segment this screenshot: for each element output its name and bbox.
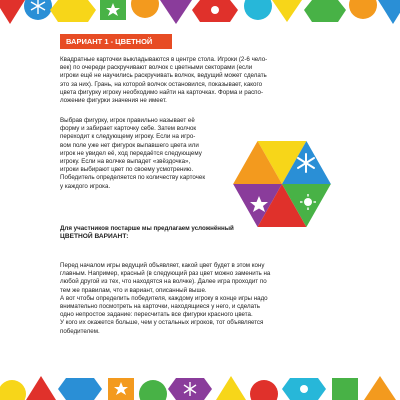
text-line: цвета фигурку игроку необходимо найти на карточках. Форма и распо- [60, 88, 264, 96]
text-line: игроки выбирают цвет по своему усмотрению. [60, 166, 194, 174]
text-line: вом поле уже нет фигурок выпавшего цвета или [60, 141, 199, 149]
sun-icon [211, 6, 219, 14]
text-line: ложение фигурки значения не имеет. [60, 97, 167, 105]
sun-icon [300, 385, 308, 393]
text-line: игроку. Если на волчке выпадет «звёздочка», [60, 158, 191, 166]
advanced-paragraph [60, 262, 270, 336]
rules-paragraph [60, 117, 205, 191]
advanced-heading [60, 225, 234, 241]
bottom-shapes-border [0, 370, 400, 400]
section-title: ВАРИАНТ 1 - ЦВЕТНОЙ [60, 34, 172, 49]
text-line: любой другой из тех, что находятся на волчке). Далее игра проходит по [60, 278, 267, 286]
top-shapes-border [0, 0, 400, 30]
text-line: игроки ещё не научились раскручивать волчок, ведущий может сделать [60, 72, 267, 80]
text-line: век) по очереди раскручивают волчок с цветными секторами (если [60, 64, 253, 72]
text-line: одно непростое задание: пересчитать все фигурки красного цвета. [60, 311, 253, 319]
text-line: у каждого игрока. [60, 182, 111, 190]
text-line: Перед началом игры ведущий объявляет, какой цвет будет в этом кону [60, 262, 265, 269]
color-spinner-illustration [232, 140, 332, 228]
yellow-hexagon-shape [50, 0, 96, 22]
text-line: тем же правилам, что и вариант, описанный выше. [60, 286, 207, 294]
text-line: победителем. [60, 327, 100, 335]
text-line: Победитель определяется по количеству карточек [60, 174, 206, 182]
green-hexagon-shape [304, 0, 346, 22]
text-line: Выбрав фигурку, игрок правильно называет её [60, 117, 195, 124]
text-line: форму и забирает карточку себе. Затем волчок [60, 125, 197, 133]
text-line: главным. Например, красный (в следующий раз цвет можно заменить на [60, 270, 271, 278]
text-line: Квадратные карточки выкладываются в центре стола. Игроки (2-6 чело- [60, 56, 268, 63]
text-line: ЦВЕТНОЙ ВАРИАНТ: [60, 233, 129, 241]
text-line: переходит к следующему игроку. Если на игро- [60, 133, 196, 141]
text-line: А вот чтобы определить победителя, каждому игроку в конце игры надо [60, 294, 268, 302]
text-line: У кого их окажется больше, чем у остальных игроков, тот объявляется [60, 319, 264, 327]
intro-paragraph [60, 56, 267, 105]
text-line: внимательно посмотреть на карточки, находящиеся у него, и сделать [60, 303, 260, 311]
green-square-shape [332, 378, 358, 400]
text-line: игрок не увидел её, ход передаётся следующему [60, 149, 202, 157]
blue-hexagon-shape [58, 378, 102, 400]
text-line: Для участников постарше мы предлагаем усложнённый [60, 225, 234, 232]
text-line: это за них). Грань, на которой волчок остановился, показывает, какого [60, 80, 263, 88]
